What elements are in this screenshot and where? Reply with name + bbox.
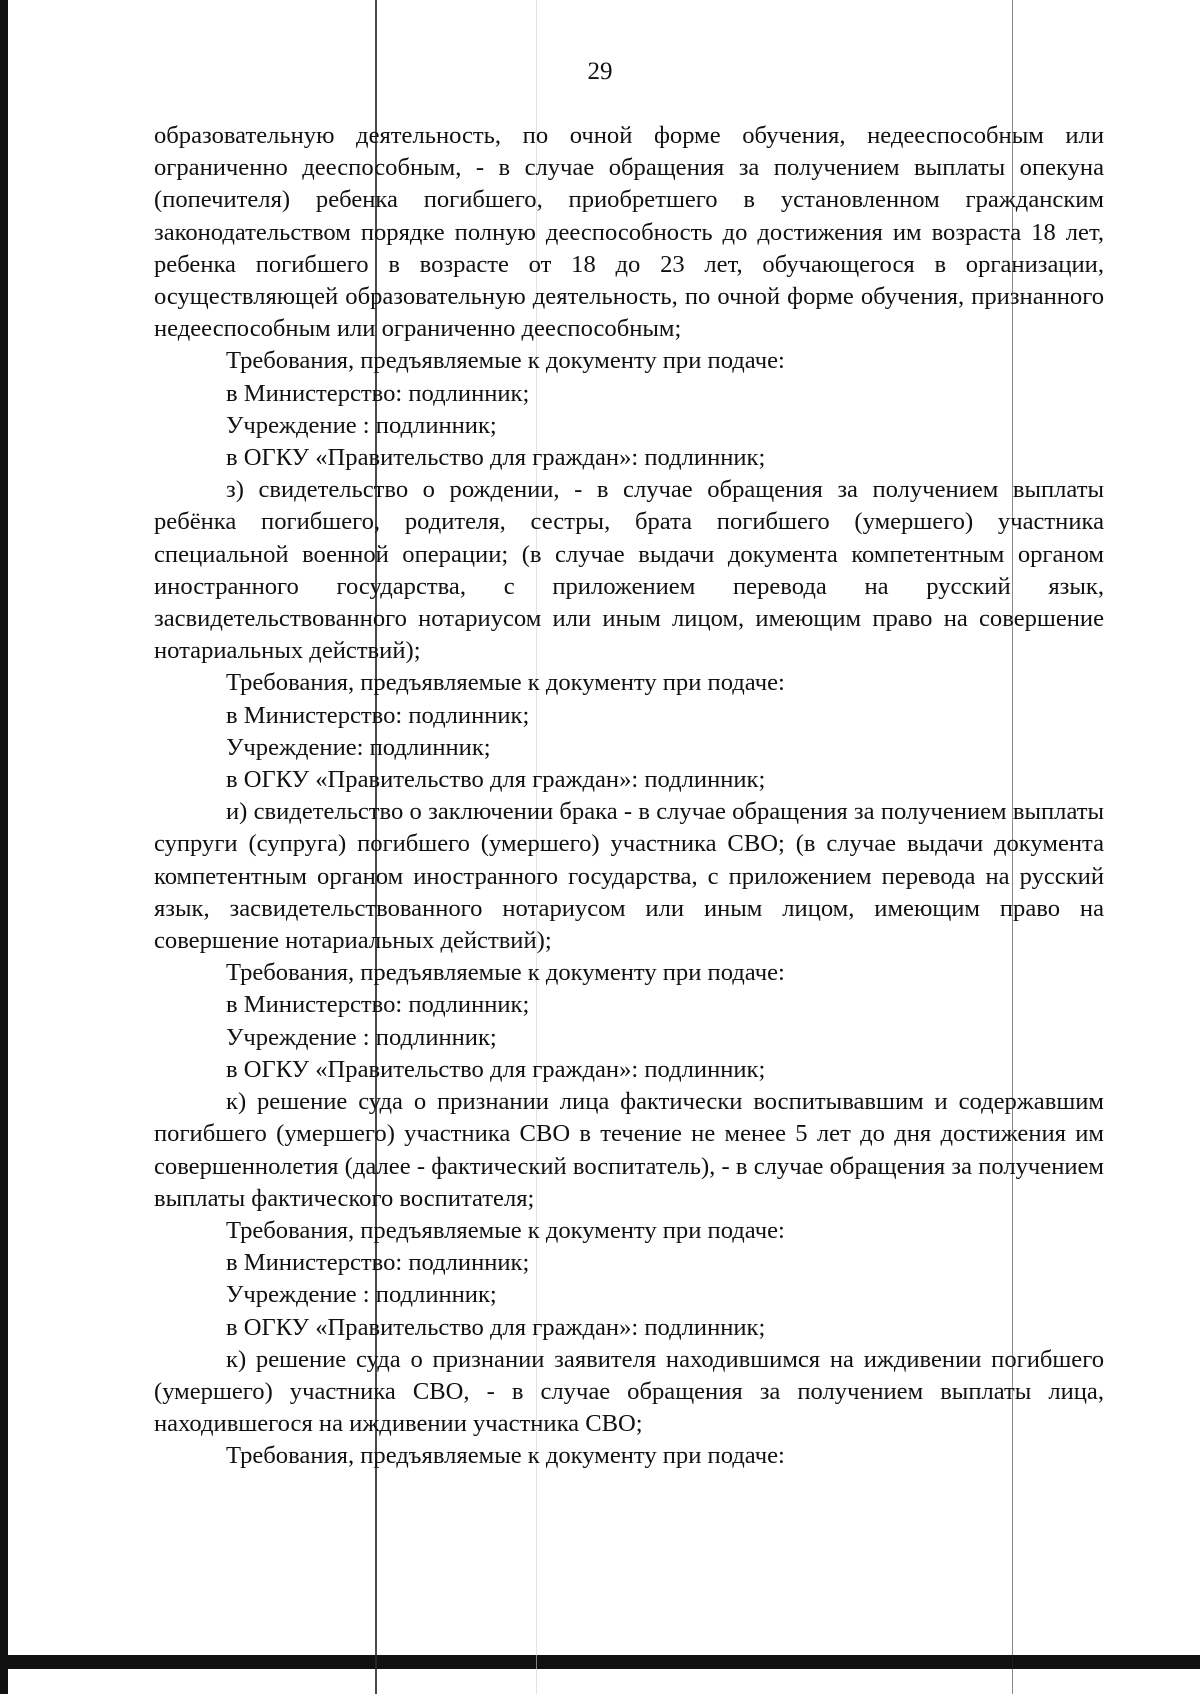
paragraph: Учреждение: подлинник; <box>226 733 491 761</box>
paragraph: в Министерство: подлинник; <box>226 379 530 407</box>
scan-edge-left <box>0 0 8 1694</box>
paragraph: Требования, предъявляемые к документу при подаче: <box>226 1216 785 1244</box>
paragraph: в Министерство: подлинник; <box>226 991 530 1019</box>
scan-edge-bottom <box>0 1655 1200 1669</box>
paragraph: Учреждение : подлинник; <box>226 411 497 439</box>
page-number: 29 <box>587 58 613 85</box>
paragraph: в ОГКУ «Правительство для граждан»: подлинник; <box>226 444 766 472</box>
paragraph: Требования, предъявляемые к документу при подаче: <box>226 669 785 697</box>
paragraph: Требования, предъявляемые к документу при подаче: <box>226 959 785 987</box>
paragraph: в ОГКУ «Правительство для граждан»: подлинник; <box>226 1313 766 1341</box>
paragraph: Учреждение : подлинник; <box>226 1023 497 1051</box>
paragraph: з) свидетельство о рождении, - в случае обращения за получением выплаты ребёнка погибшего, родителя, сестры, брата погибшего (умершего) участника специальной военной операции; (в случае выдачи документа компетентным органом иностранного государства, с приложением перевода на русский язык, засвидетельствованного нотариусом или иным лицом, имеющим право на совершение нотариальных действий); <box>154 476 1104 665</box>
paragraph: в ОГКУ «Правительство для граждан»: подлинник; <box>226 766 766 794</box>
paragraph: Требования, предъявляемые к документу при подаче: <box>226 1442 785 1470</box>
paragraph: в ОГКУ «Правительство для граждан»: подлинник; <box>226 1055 766 1083</box>
paragraph: Учреждение : подлинник; <box>226 1281 497 1309</box>
paragraph: Требования, предъявляемые к документу при подаче: <box>226 347 785 375</box>
paragraph: образовательную деятельность, по очной форме обучения, недееспособным или ограниченно дееспособным, - в случае обращения за получением выплаты опекуна (попечителя) ребенка погибшего, приобретшего в установленном гражданским законодательством порядке полную дееспособность до достижения им возраста 18 лет, ребенка погибшего в возрасте от 18 до 23 лет, обучающегося в организации, осуществляющей образовательную деятельность, по очной форме обучения, признанного недееспособным или ограниченно дееспособным; <box>154 122 1104 343</box>
paragraph: и) свидетельство о заключении брака - в случае обращения за получением выплаты супруги (супруга) погибшего (умершего) участника СВО; (в случае выдачи документа компетентным органом иностранного государства, с приложением перевода на русский язык, засвидетельствованного нотариусом или иным лицом, имеющим право на совершение нотариальных действий); <box>154 798 1104 955</box>
paragraph: к) решение суда о признании лица фактически воспитывавшим и содержавшим погибшего (умершего) участника СВО в течение не менее 5 лет до дня достижения им совершеннолетия (далее - фактический воспитатель), - в случае обращения за получением выплаты фактического воспитателя; <box>154 1088 1104 1212</box>
paragraph: в Министерство: подлинник; <box>226 1249 530 1277</box>
paragraph: в Министерство: подлинник; <box>226 701 530 729</box>
paragraph: к) решение суда о признании заявителя находившимся на иждивении погибшего (умершего) участника СВО, - в случае обращения за получением выплаты лица, находившегося на иждивении участника СВО; <box>154 1345 1104 1438</box>
document-body <box>154 120 1104 1473</box>
